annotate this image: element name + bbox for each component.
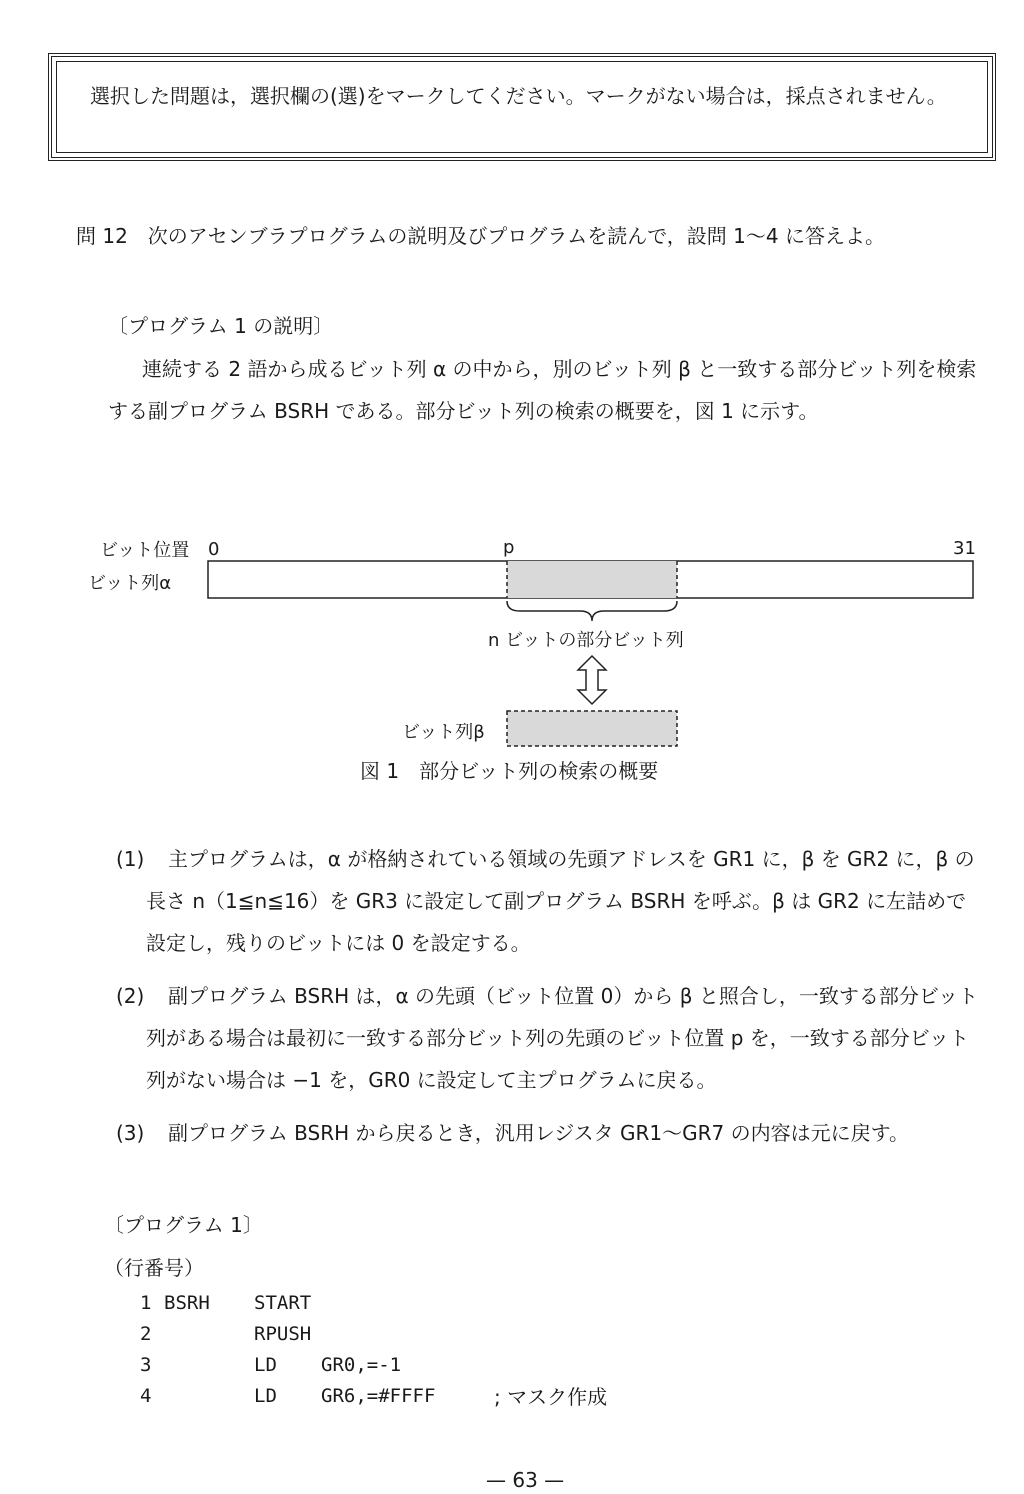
- code-label: BSRH: [164, 1292, 210, 1314]
- code-op: START: [254, 1292, 312, 1314]
- double-arrow-icon: [578, 656, 606, 704]
- code-op: LD: [254, 1385, 277, 1407]
- tick-end-label: 31: [953, 538, 976, 559]
- item-2-number: (2): [116, 984, 145, 1008]
- line-number: 4: [140, 1385, 152, 1407]
- description-title: 〔プログラム 1 の説明〕: [108, 314, 334, 338]
- question-heading: 問 12 次のアセンブラプログラムの説明及びプログラムを読んで，設問 1〜4 に答えよ。: [76, 224, 885, 248]
- code-comment: ; マスク作成: [494, 1385, 608, 1409]
- alpha-substring-shade: [507, 561, 677, 598]
- code-line: [0, 1354, 1024, 1384]
- brace-caption: n ビットの部分ビット列: [488, 630, 684, 651]
- line-number: 2: [140, 1323, 152, 1345]
- line-number: 3: [140, 1354, 152, 1376]
- page-number: — 63 —: [486, 1468, 565, 1492]
- line-number-header: （行番号）: [104, 1256, 204, 1280]
- line-number: 1: [140, 1292, 152, 1314]
- item-3-number: (3): [116, 1121, 145, 1145]
- tick-start-label: 0: [208, 539, 220, 560]
- item-2-text: 副プログラム BSRH は，α の先頭（ビット位置 0）から β と照合し，一致する部分ビット列がある場合は最初に一致する部分ビット列の先頭のビット位置 p を，一致する部分ビット列がない場合は −1 を，GR0 に設定して主プログラムに戻る。: [146, 984, 979, 1092]
- figure-caption: 図 1 部分ビット列の検索の概要: [360, 759, 659, 783]
- code-operand: GR0,=-1: [321, 1354, 402, 1376]
- program-title: 〔プログラム 1〕: [104, 1213, 263, 1237]
- code-operand: GR6,=#FFFF: [321, 1385, 436, 1407]
- bit-string-alpha-label: ビット列α: [88, 573, 172, 594]
- bit-string-beta-label: ビット列β: [402, 722, 485, 743]
- notice-text: 選択した問題は，選択欄の(選)をマークしてください。マークがない場合は，採点されません。: [90, 84, 947, 108]
- description-body: 連続する 2 語から成るビット列 α の中から，別のビット列 β と一致する部分ビット列を検索する副プログラム BSRH である。部分ビット列の検索の概要を，図 1 に示す。: [108, 357, 977, 423]
- brace: [507, 601, 677, 621]
- item-1-number: (1): [116, 847, 145, 871]
- item-3-text: 副プログラム BSRH から戻るとき，汎用レジスタ GR1〜GR7 の内容は元に戻す。: [168, 1121, 909, 1145]
- beta-bit-string-rect: [507, 711, 677, 746]
- tick-p-label: p: [503, 537, 515, 558]
- code-line: [0, 1323, 1024, 1353]
- code-op: RPUSH: [254, 1323, 312, 1345]
- code-line: [0, 1385, 1024, 1415]
- code-line: [0, 1292, 1024, 1322]
- item-1-text: 主プログラムは，α が格納されている領域の先頭アドレスを GR1 に，β を GR2 に，β の長さ n（1≦n≦16）を GR3 に設定して副プログラム BSRH を呼ぶ。β は GR2 に左詰めで設定し，残りのビットには 0 を設定する。: [146, 847, 975, 955]
- code-op: LD: [254, 1354, 277, 1376]
- bit-position-label: ビット位置: [100, 540, 190, 561]
